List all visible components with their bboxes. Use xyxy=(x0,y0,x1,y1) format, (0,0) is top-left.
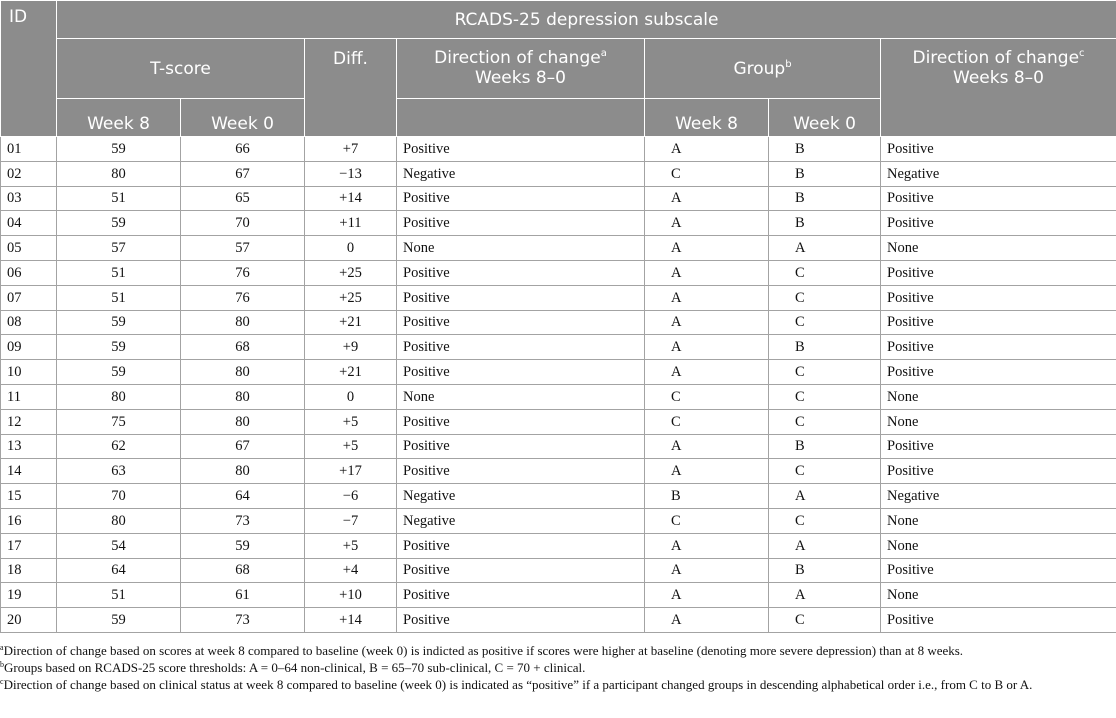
footnote-b xyxy=(0,659,1110,676)
direction-a-cell: Positive xyxy=(397,211,645,236)
table-row xyxy=(1,508,1116,533)
direction-c-cell: None xyxy=(881,583,1116,608)
tscore-week8-cell: 57 xyxy=(57,236,181,261)
tscore-week8-cell: 70 xyxy=(57,484,181,509)
id-cell: 05 xyxy=(1,236,57,261)
direction-a-header xyxy=(397,39,645,99)
group-week8-cell: A xyxy=(645,211,769,236)
tscore-week8-cell: 59 xyxy=(57,335,181,360)
tscore-week0-cell: 67 xyxy=(181,434,305,459)
group-week0-cell: C xyxy=(769,608,881,633)
table-row xyxy=(1,335,1116,360)
diff-cell: +5 xyxy=(305,409,397,434)
table-row xyxy=(1,161,1116,186)
direction-a-empty-cell xyxy=(397,99,645,137)
direction-c-weeks: Weeks 8–0 xyxy=(953,68,1044,88)
group-week8-cell: A xyxy=(645,137,769,162)
direction-c-cell: Negative xyxy=(881,161,1116,186)
group-week8-cell: A xyxy=(645,608,769,633)
direction-a-cell: Positive xyxy=(397,558,645,583)
id-cell: 17 xyxy=(1,533,57,558)
tscore-week0-cell: 61 xyxy=(181,583,305,608)
tscore-week0-cell: 80 xyxy=(181,409,305,434)
group-week8-cell: C xyxy=(645,384,769,409)
group-header xyxy=(645,39,881,99)
direction-a-cell: Positive xyxy=(397,335,645,360)
diff-cell: −6 xyxy=(305,484,397,509)
id-cell: 11 xyxy=(1,384,57,409)
direction-a-cell: Positive xyxy=(397,285,645,310)
table-row xyxy=(1,285,1116,310)
tscore-week8-cell: 51 xyxy=(57,583,181,608)
group-label: Group xyxy=(733,58,786,79)
direction-a-cell: Positive xyxy=(397,360,645,385)
group-week0-cell: A xyxy=(769,533,881,558)
diff-cell: +5 xyxy=(305,533,397,558)
direction-c-cell: Negative xyxy=(881,484,1116,509)
direction-a-cell: Positive xyxy=(397,608,645,633)
id-cell: 18 xyxy=(1,558,57,583)
group-week8-cell: A xyxy=(645,335,769,360)
table-row xyxy=(1,608,1116,633)
tscore-week8-cell: 59 xyxy=(57,608,181,633)
direction-c-cell: None xyxy=(881,409,1116,434)
direction-c-cell: Positive xyxy=(881,558,1116,583)
diff-cell: +21 xyxy=(305,360,397,385)
table-row xyxy=(1,211,1116,236)
id-cell: 03 xyxy=(1,186,57,211)
group-week8-cell: C xyxy=(645,161,769,186)
footnote-b-text: Groups based on RCADS-25 score thresholds: A = 0–64 non-clinical, B = 65–70 sub-clinical, C = 70 + clinical. xyxy=(4,660,586,675)
direction-a-cell: Positive xyxy=(397,434,645,459)
footnote-a-text: Direction of change based on scores at week 8 compared to baseline (week 0) is indicted as positive if scores were higher at baseline (denoting more severe depression) than at 8 weeks. xyxy=(3,643,964,658)
group-week8-cell: A xyxy=(645,260,769,285)
direction-c-cell: None xyxy=(881,533,1116,558)
group-week0-cell: B xyxy=(769,161,881,186)
group-week0-cell: B xyxy=(769,434,881,459)
direction-c-cell: Positive xyxy=(881,608,1116,633)
footnote-c xyxy=(0,676,1110,693)
diff-cell: −13 xyxy=(305,161,397,186)
group-week0-header: Week 0 xyxy=(769,99,881,137)
direction-c-cell: None xyxy=(881,236,1116,261)
group-week8-cell: A xyxy=(645,360,769,385)
id-header: ID xyxy=(1,1,57,137)
tscore-week0-cell: 66 xyxy=(181,137,305,162)
footnote-a xyxy=(0,642,1110,659)
table-row xyxy=(1,533,1116,558)
direction-c-cell: None xyxy=(881,384,1116,409)
direction-c-cell: Positive xyxy=(881,360,1116,385)
direction-a-cell: Positive xyxy=(397,186,645,211)
diff-cell: +4 xyxy=(305,558,397,583)
direction-c-cell: None xyxy=(881,508,1116,533)
group-week8-cell: C xyxy=(645,508,769,533)
direction-c-cell: Positive xyxy=(881,260,1116,285)
group-week8-cell: A xyxy=(645,186,769,211)
group-week0-cell: B xyxy=(769,137,881,162)
table-row xyxy=(1,360,1116,385)
group-week8-header: Week 8 xyxy=(645,99,769,137)
direction-a-weeks: Weeks 8–0 xyxy=(475,68,566,88)
table-row xyxy=(1,236,1116,261)
table-row xyxy=(1,434,1116,459)
direction-a-cell: Positive xyxy=(397,533,645,558)
diff-cell: +17 xyxy=(305,459,397,484)
table-row xyxy=(1,384,1116,409)
id-cell: 09 xyxy=(1,335,57,360)
direction-c-cell: Positive xyxy=(881,137,1116,162)
group-week8-cell: C xyxy=(645,409,769,434)
direction-c-cell: Positive xyxy=(881,285,1116,310)
tscore-week8-cell: 59 xyxy=(57,310,181,335)
tscore-week8-cell: 51 xyxy=(57,260,181,285)
direction-c-cell: Positive xyxy=(881,459,1116,484)
direction-c-cell: Positive xyxy=(881,335,1116,360)
direction-a-cell: Negative xyxy=(397,508,645,533)
group-week0-cell: C xyxy=(769,384,881,409)
table-row xyxy=(1,558,1116,583)
group-week8-cell: A xyxy=(645,533,769,558)
group-week0-cell: C xyxy=(769,310,881,335)
tscore-week0-cell: 57 xyxy=(181,236,305,261)
direction-a-cell: Positive xyxy=(397,459,645,484)
table-header xyxy=(1,1,1116,137)
group-week8-cell: A xyxy=(645,310,769,335)
diff-cell: 0 xyxy=(305,236,397,261)
group-week0-cell: C xyxy=(769,285,881,310)
diff-cell: +14 xyxy=(305,608,397,633)
tscore-week0-cell: 65 xyxy=(181,186,305,211)
id-cell: 16 xyxy=(1,508,57,533)
direction-c-cell: Positive xyxy=(881,310,1116,335)
id-cell: 20 xyxy=(1,608,57,633)
tscore-week8-cell: 80 xyxy=(57,161,181,186)
tscore-week0-cell: 80 xyxy=(181,360,305,385)
table-row xyxy=(1,260,1116,285)
tscore-week8-cell: 54 xyxy=(57,533,181,558)
tscore-week8-cell: 80 xyxy=(57,508,181,533)
tscore-week8-cell: 59 xyxy=(57,360,181,385)
tscore-week0-cell: 70 xyxy=(181,211,305,236)
group-week0-cell: B xyxy=(769,186,881,211)
id-cell: 12 xyxy=(1,409,57,434)
group-week8-cell: A xyxy=(645,285,769,310)
direction-a-cell: Positive xyxy=(397,583,645,608)
direction-a-cell: Positive xyxy=(397,310,645,335)
diff-cell: +25 xyxy=(305,260,397,285)
group-week8-cell: A xyxy=(645,236,769,261)
tscore-week0-cell: 76 xyxy=(181,285,305,310)
diff-header: Diff. xyxy=(305,39,397,137)
diff-cell: +9 xyxy=(305,335,397,360)
group-week0-cell: B xyxy=(769,335,881,360)
table-body xyxy=(1,137,1116,633)
group-week0-cell: C xyxy=(769,508,881,533)
direction-a-cell: Positive xyxy=(397,409,645,434)
tscore-week8-cell: 80 xyxy=(57,384,181,409)
diff-cell: +11 xyxy=(305,211,397,236)
direction-c-label: Direction of change xyxy=(912,48,1080,68)
scale-header: RCADS-25 depression subscale xyxy=(57,1,1116,39)
tscore-week0-cell: 68 xyxy=(181,558,305,583)
id-cell: 04 xyxy=(1,211,57,236)
tscore-week0-cell: 73 xyxy=(181,608,305,633)
tscore-week0-cell: 80 xyxy=(181,459,305,484)
group-week0-cell: B xyxy=(769,558,881,583)
direction-a-label: Direction of change xyxy=(434,48,601,68)
tscore-week0-cell: 68 xyxy=(181,335,305,360)
group-week0-cell: A xyxy=(769,583,881,608)
tscore-week0-cell: 80 xyxy=(181,384,305,409)
direction-a-cell: Positive xyxy=(397,137,645,162)
footnote-mark-a: a xyxy=(600,48,607,59)
footnote-c-mark: c xyxy=(0,677,4,686)
diff-cell: 0 xyxy=(305,384,397,409)
id-cell: 15 xyxy=(1,484,57,509)
table-row xyxy=(1,583,1116,608)
group-week8-cell: A xyxy=(645,583,769,608)
tscore-header: T-score xyxy=(57,39,305,99)
tscore-week0-cell: 73 xyxy=(181,508,305,533)
id-cell: 06 xyxy=(1,260,57,285)
direction-a-cell: None xyxy=(397,384,645,409)
id-cell: 02 xyxy=(1,161,57,186)
tscore-week8-cell: 62 xyxy=(57,434,181,459)
table-row xyxy=(1,137,1116,162)
group-week8-cell: A xyxy=(645,558,769,583)
tscore-week0-cell: 76 xyxy=(181,260,305,285)
footnotes xyxy=(0,642,1110,693)
group-week8-cell: A xyxy=(645,434,769,459)
tscore-week8-cell: 63 xyxy=(57,459,181,484)
id-cell: 14 xyxy=(1,459,57,484)
group-week0-cell: C xyxy=(769,409,881,434)
group-week0-cell: B xyxy=(769,211,881,236)
direction-a-cell: Negative xyxy=(397,161,645,186)
footnote-c-text: Direction of change based on clinical status at week 8 compared to baseline (week 0) is indicated as “positive” if a participant changed groups in descending alphabetical order i.e., from C to B or A. xyxy=(3,677,1033,692)
footnote-b-mark: b xyxy=(0,660,4,669)
tscore-week8-cell: 75 xyxy=(57,409,181,434)
diff-cell: +5 xyxy=(305,434,397,459)
direction-c-cell: Positive xyxy=(881,186,1116,211)
table-row xyxy=(1,409,1116,434)
group-week0-cell: C xyxy=(769,459,881,484)
tscore-week8-cell: 51 xyxy=(57,186,181,211)
footnote-mark-c: c xyxy=(1079,48,1085,59)
diff-cell: +21 xyxy=(305,310,397,335)
id-cell: 10 xyxy=(1,360,57,385)
id-cell: 13 xyxy=(1,434,57,459)
tscore-week0-cell: 64 xyxy=(181,484,305,509)
table-row xyxy=(1,310,1116,335)
table-row xyxy=(1,459,1116,484)
footnote-a-mark: a xyxy=(0,643,4,652)
tscore-week8-cell: 59 xyxy=(57,211,181,236)
tscore-week0-cell: 67 xyxy=(181,161,305,186)
group-week8-cell: A xyxy=(645,459,769,484)
direction-a-cell: None xyxy=(397,236,645,261)
tscore-week8-cell: 51 xyxy=(57,285,181,310)
tscore-week8-cell: 64 xyxy=(57,558,181,583)
diff-cell: +25 xyxy=(305,285,397,310)
direction-a-cell: Negative xyxy=(397,484,645,509)
diff-cell: +10 xyxy=(305,583,397,608)
tscore-week8-cell: 59 xyxy=(57,137,181,162)
direction-c-cell: Positive xyxy=(881,434,1116,459)
id-cell: 07 xyxy=(1,285,57,310)
id-cell: 08 xyxy=(1,310,57,335)
group-week0-cell: A xyxy=(769,484,881,509)
tscore-week8-header: Week 8 xyxy=(57,99,181,137)
group-week0-cell: A xyxy=(769,236,881,261)
table-row xyxy=(1,484,1116,509)
diff-cell: −7 xyxy=(305,508,397,533)
diff-cell: +7 xyxy=(305,137,397,162)
footnote-mark-b: b xyxy=(785,58,792,70)
diff-cell: +14 xyxy=(305,186,397,211)
tscore-week0-header: Week 0 xyxy=(181,99,305,137)
id-cell: 19 xyxy=(1,583,57,608)
direction-a-cell: Positive xyxy=(397,260,645,285)
table-row xyxy=(1,186,1116,211)
tscore-week0-cell: 59 xyxy=(181,533,305,558)
direction-c-cell: Positive xyxy=(881,211,1116,236)
direction-c-header xyxy=(881,39,1116,137)
group-week0-cell: C xyxy=(769,260,881,285)
group-week0-cell: C xyxy=(769,360,881,385)
id-cell: 01 xyxy=(1,137,57,162)
group-week8-cell: B xyxy=(645,484,769,509)
tscore-week0-cell: 80 xyxy=(181,310,305,335)
